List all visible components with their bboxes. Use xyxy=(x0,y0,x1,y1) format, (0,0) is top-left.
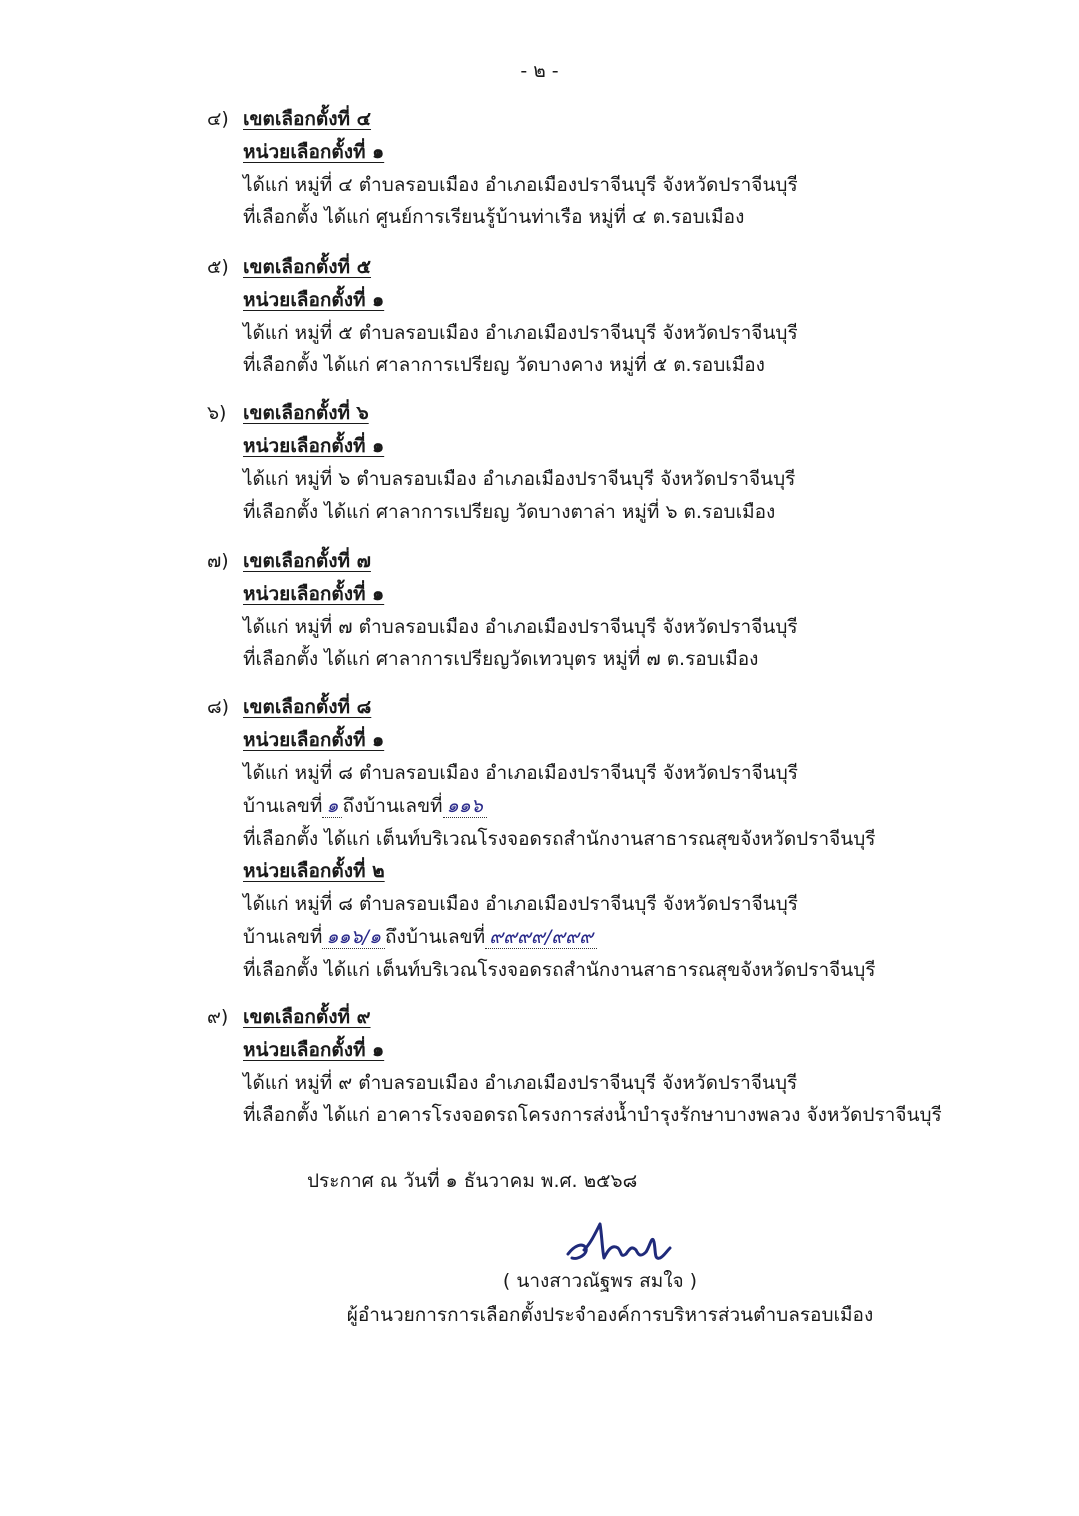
house-to-value: ๙๙๙๙/๙๙๙ xyxy=(485,926,597,949)
station-heading: หน่วยเลือกตั้งที่ ๑ xyxy=(243,141,385,163)
item-number: ๗) xyxy=(207,550,229,572)
signer-name: ( นางสาวณัฐพร สมใจ ) xyxy=(502,1270,698,1292)
station-place: ที่เลือกตั้ง ได้แก่ เต็นท์บริเวณโรงจอดรถสำนักงานสาธารณสุขจังหวัดปราจีนบุรี xyxy=(243,959,876,981)
item-number: ๙) xyxy=(207,1006,229,1028)
district-heading: เขตเลือกตั้งที่ ๙ xyxy=(243,1006,371,1028)
house-from-label: บ้านเลขที่ xyxy=(243,926,323,948)
station-heading: หน่วยเลือกตั้งที่ ๒ xyxy=(243,860,385,882)
station-heading: หน่วยเลือกตั้งที่ ๑ xyxy=(243,289,385,311)
station-area: ได้แก่ หมู่ที่ ๕ ตำบลรอบเมือง อำเภอเมืองปราจีนบุรี จังหวัดปราจีนบุรี xyxy=(243,322,798,344)
district-heading: เขตเลือกตั้งที่ ๔ xyxy=(243,108,372,130)
station-place: ที่เลือกตั้ง ได้แก่ ศาลาการเปรียญ วัดบางตาล่า หมู่ที่ ๖ ต.รอบเมือง xyxy=(243,501,776,523)
house-from-label: บ้านเลขที่ xyxy=(243,795,323,817)
station-place: ที่เลือกตั้ง ได้แก่ เต็นท์บริเวณโรงจอดรถสำนักงานสาธารณสุขจังหวัดปราจีนบุรี xyxy=(243,828,876,850)
station-area: ได้แก่ หมู่ที่ ๖ ตำบลรอบเมือง อำเภอเมืองปราจีนบุรี จังหวัดปราจีนบุรี xyxy=(243,468,796,490)
station-place: ที่เลือกตั้ง ได้แก่ ศาลาการเปรียญวัดเทวบุตร หมู่ที่ ๗ ต.รอบเมือง xyxy=(243,648,759,670)
station-heading: หน่วยเลือกตั้งที่ ๑ xyxy=(243,583,385,605)
station-area: ได้แก่ หมู่ที่ ๙ ตำบลรอบเมือง อำเภอเมืองปราจีนบุรี จังหวัดปราจีนบุรี xyxy=(243,1072,798,1094)
house-from-value: ๑ xyxy=(322,795,342,818)
station-place: ที่เลือกตั้ง ได้แก่ ศูนย์การเรียนรู้บ้านท่าเรือ หมู่ที่ ๔ ต.รอบเมือง xyxy=(243,206,745,228)
district-heading: เขตเลือกตั้งที่ ๗ xyxy=(243,550,371,572)
item-number: ๘) xyxy=(207,696,230,718)
house-to-label: ถึงบ้านเลขที่ xyxy=(342,795,443,817)
district-heading: เขตเลือกตั้งที่ ๖ xyxy=(243,402,369,424)
item-number: ๖) xyxy=(207,402,227,424)
station-heading: หน่วยเลือกตั้งที่ ๑ xyxy=(243,1039,385,1061)
station-heading: หน่วยเลือกตั้งที่ ๑ xyxy=(243,435,385,457)
station-place: ที่เลือกตั้ง ได้แก่ ศาลาการเปรียญ วัดบางคาง หมู่ที่ ๕ ต.รอบเมือง xyxy=(243,354,765,376)
district-heading: เขตเลือกตั้งที่ ๘ xyxy=(243,696,372,718)
house-to-value: ๑๑๖ xyxy=(443,795,487,818)
station-area: ได้แก่ หมู่ที่ ๘ ตำบลรอบเมือง อำเภอเมืองปราจีนบุรี จังหวัดปราจีนบุรี xyxy=(243,762,798,784)
house-number-range xyxy=(243,922,597,952)
house-number-range xyxy=(243,791,487,821)
house-from-value: ๑๑๖/๑ xyxy=(322,926,385,949)
station-place: ที่เลือกตั้ง ได้แก่ อาคารโรงจอดรถโครงการส่งน้ำบำรุงรักษาบางพลวง จังหวัดปราจีนบุรี xyxy=(243,1104,942,1126)
station-area: ได้แก่ หมู่ที่ ๔ ตำบลรอบเมือง อำเภอเมืองปราจีนบุรี จังหวัดปราจีนบุรี xyxy=(243,174,798,196)
item-number: ๔) xyxy=(207,108,229,130)
station-heading: หน่วยเลือกตั้งที่ ๑ xyxy=(243,729,385,751)
item-number: ๕) xyxy=(207,256,229,278)
signer-position: ผู้อำนวยการการเลือกตั้งประจำองค์การบริหารส่วนตำบลรอบเมือง xyxy=(346,1304,874,1326)
station-area: ได้แก่ หมู่ที่ ๗ ตำบลรอบเมือง อำเภอเมืองปราจีนบุรี จังหวัดปราจีนบุรี xyxy=(243,616,798,638)
district-heading: เขตเลือกตั้งที่ ๕ xyxy=(243,256,372,278)
house-to-label: ถึงบ้านเลขที่ xyxy=(385,926,486,948)
announcement-date: ประกาศ ณ วันที่ ๑ ธันวาคม พ.ศ. ๒๕๖๘ xyxy=(307,1170,638,1192)
page-number: - ๒ - xyxy=(520,60,559,82)
station-area: ได้แก่ หมู่ที่ ๘ ตำบลรอบเมือง อำเภอเมืองปราจีนบุรี จังหวัดปราจีนบุรี xyxy=(243,893,798,915)
